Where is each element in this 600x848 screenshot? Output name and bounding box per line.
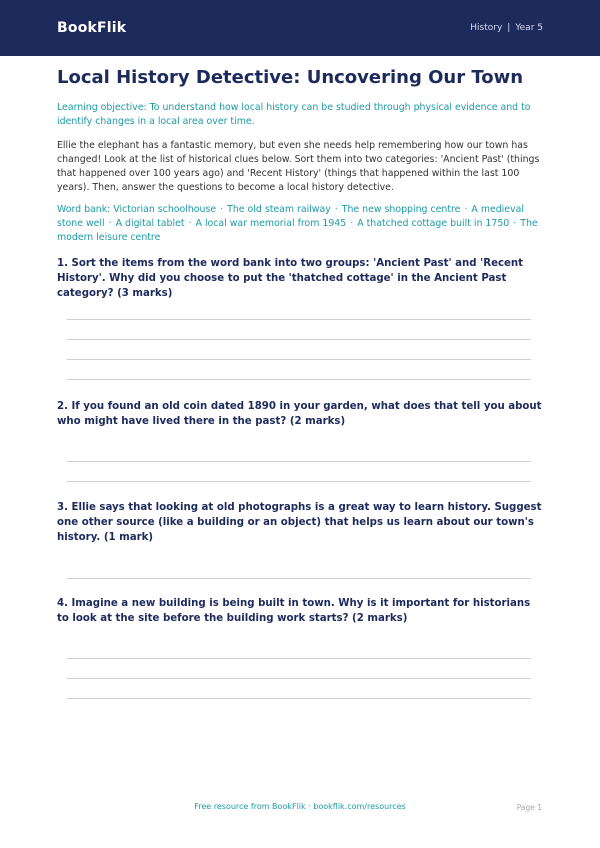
page-header	[0, 0, 600, 56]
question-1: 1. Sort the items from the word bank into two groups: 'Ancient Past' and 'Recent History'. Why did you choose to put the 'thatched cottage' in the Ancient Past category? (3 marks)	[57, 258, 524, 299]
intro-paragraph: Ellie the elephant has a fantastic memory, but even she needs help remembering how our town has changed! Look at the list of historical clues below. Sort them into two categories: 'Ancient Past' (things that happened over 100 years ago) and 'Recent History' (things that happened within the last 100 years). Then, answer the questions to become a local history detective.	[57, 140, 540, 193]
learning-objective: Learning objective: To understand how local history can be studied through physical evidence and to identify changes in a local area over time.	[57, 102, 531, 127]
word-bank-item: The modern leisure centre	[57, 218, 538, 243]
question-3: 3. Ellie says that looking at old photographs is a great way to learn history. Suggest one other source (like a building or an object) that helps us learn about our town's history. (1 mark)	[57, 502, 542, 543]
answer-line[interactable]	[67, 678, 531, 679]
word-bank-item: The old steam railway	[227, 204, 331, 215]
answer-line[interactable]	[67, 658, 531, 659]
year-label: Year 5	[515, 23, 543, 33]
answer-line[interactable]	[67, 319, 531, 320]
answer-line[interactable]	[67, 698, 531, 699]
word-bank-item: A local war memorial from 1945	[195, 218, 347, 229]
question-4: 4. Imagine a new building is being built in town. Why is it important for historians to look at the site before the building work starts? (2 marks)	[57, 598, 531, 624]
word-bank-item: The new shopping centre	[341, 204, 461, 215]
answer-line[interactable]	[67, 461, 531, 462]
answer-line[interactable]	[67, 339, 531, 340]
answer-line[interactable]	[67, 481, 531, 482]
answer-line[interactable]	[67, 359, 531, 360]
subject-year-label	[470, 23, 543, 33]
word-bank: Word bank: Victorian schoolhouse · The old steam railway · The new shopping centre · A medieval stone well · A digital tablet · A local war memorial from 1945 · A thatched cottage built in 1750 · The modern leisure centre	[57, 204, 538, 243]
question-2: 2. If you found an old coin dated 1890 in your garden, what does that tell you about who might have lived there in the past? (2 marks)	[57, 401, 542, 427]
subject-label: History	[470, 23, 503, 33]
page-number: Page 1	[516, 803, 542, 812]
answer-line[interactable]	[67, 578, 531, 579]
footer-credit: Free resource from BookFlik · bookflik.com/resources	[194, 802, 406, 811]
worksheet-intro	[57, 66, 543, 245]
word-bank-item: A digital tablet	[115, 218, 185, 229]
meta-separator: |	[507, 23, 511, 33]
page-title: Local History Detective: Uncovering Our Town	[57, 67, 524, 88]
answer-line[interactable]	[67, 379, 531, 380]
word-bank-label: Word bank:	[57, 204, 111, 215]
brand-logo: BookFlik	[57, 20, 127, 36]
word-bank-item: A thatched cottage built in 1750	[357, 218, 510, 229]
word-bank-item: A medieval stone well	[57, 204, 524, 229]
word-bank-item: Victorian schoolhouse	[113, 204, 217, 215]
